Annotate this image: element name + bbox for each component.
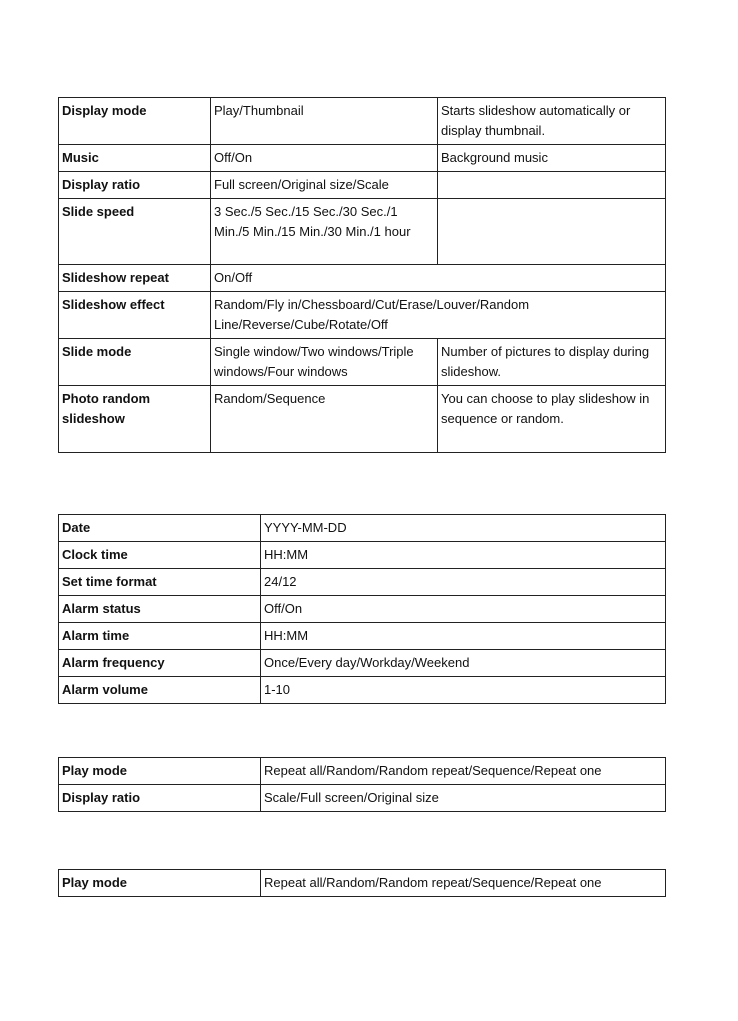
video-settings-table: [58, 757, 666, 812]
setting-description: [438, 199, 666, 265]
setting-label: Display mode: [59, 98, 211, 145]
setting-label: Display ratio: [59, 172, 211, 199]
setting-label: Clock time: [59, 542, 261, 569]
setting-options: Random/Fly in/Chessboard/Cut/Erase/Louver/Random Line/Reverse/Cube/Rotate/Off: [211, 292, 666, 339]
setting-description: Number of pictures to display during slideshow.: [438, 339, 666, 386]
setting-label: Slide mode: [59, 339, 211, 386]
table-row: [59, 542, 666, 569]
table-row: [59, 145, 666, 172]
setting-label: Music: [59, 145, 211, 172]
setting-description: Starts slideshow automatically or display thumbnail.: [438, 98, 666, 145]
setting-description: [438, 172, 666, 199]
table-row: [59, 339, 666, 386]
setting-label: Date: [59, 515, 261, 542]
setting-value: HH:MM: [261, 623, 666, 650]
table-row: [59, 265, 666, 292]
setting-options: Off/On: [211, 145, 438, 172]
setting-description: You can choose to play slideshow in sequence or random.: [438, 386, 666, 453]
setting-value: 24/12: [261, 569, 666, 596]
table-row: [59, 515, 666, 542]
table-row: [59, 172, 666, 199]
setting-label: Alarm time: [59, 623, 261, 650]
setting-options: Full screen/Original size/Scale: [211, 172, 438, 199]
setting-value: Repeat all/Random/Random repeat/Sequence/Repeat one: [261, 758, 666, 785]
table-row: [59, 758, 666, 785]
table-row: [59, 650, 666, 677]
table-row: [59, 785, 666, 812]
setting-label: Display ratio: [59, 785, 261, 812]
setting-value: Repeat all/Random/Random repeat/Sequence/Repeat one: [261, 870, 666, 897]
setting-options: Random/Sequence: [211, 386, 438, 453]
setting-options: Play/Thumbnail: [211, 98, 438, 145]
setting-value: HH:MM: [261, 542, 666, 569]
setting-description: Background music: [438, 145, 666, 172]
setting-label: Photo random slideshow: [59, 386, 211, 453]
table-row: [59, 199, 666, 265]
table-row: [59, 870, 666, 897]
setting-label: Alarm status: [59, 596, 261, 623]
table-row: [59, 386, 666, 453]
clock-settings-table: [58, 514, 666, 704]
setting-value: Scale/Full screen/Original size: [261, 785, 666, 812]
setting-label: Alarm frequency: [59, 650, 261, 677]
setting-label: Slideshow repeat: [59, 265, 211, 292]
setting-label: Slide speed: [59, 199, 211, 265]
setting-options: 3 Sec./5 Sec./15 Sec./30 Sec./1 Min./5 Min./15 Min./30 Min./1 hour: [211, 199, 438, 265]
setting-value: Off/On: [261, 596, 666, 623]
slideshow-settings-table: [58, 97, 666, 453]
table-row: [59, 596, 666, 623]
table-row: [59, 292, 666, 339]
setting-options: On/Off: [211, 265, 666, 292]
setting-label: Play mode: [59, 870, 261, 897]
setting-value: YYYY-MM-DD: [261, 515, 666, 542]
table-row: [59, 677, 666, 704]
setting-label: Slideshow effect: [59, 292, 211, 339]
setting-options: Single window/Two windows/Triple windows/Four windows: [211, 339, 438, 386]
setting-label: Alarm volume: [59, 677, 261, 704]
setting-label: Play mode: [59, 758, 261, 785]
music-settings-table: [58, 869, 666, 897]
setting-value: 1-10: [261, 677, 666, 704]
table-row: [59, 569, 666, 596]
setting-label: Set time format: [59, 569, 261, 596]
table-row: [59, 623, 666, 650]
setting-value: Once/Every day/Workday/Weekend: [261, 650, 666, 677]
table-row: [59, 98, 666, 145]
